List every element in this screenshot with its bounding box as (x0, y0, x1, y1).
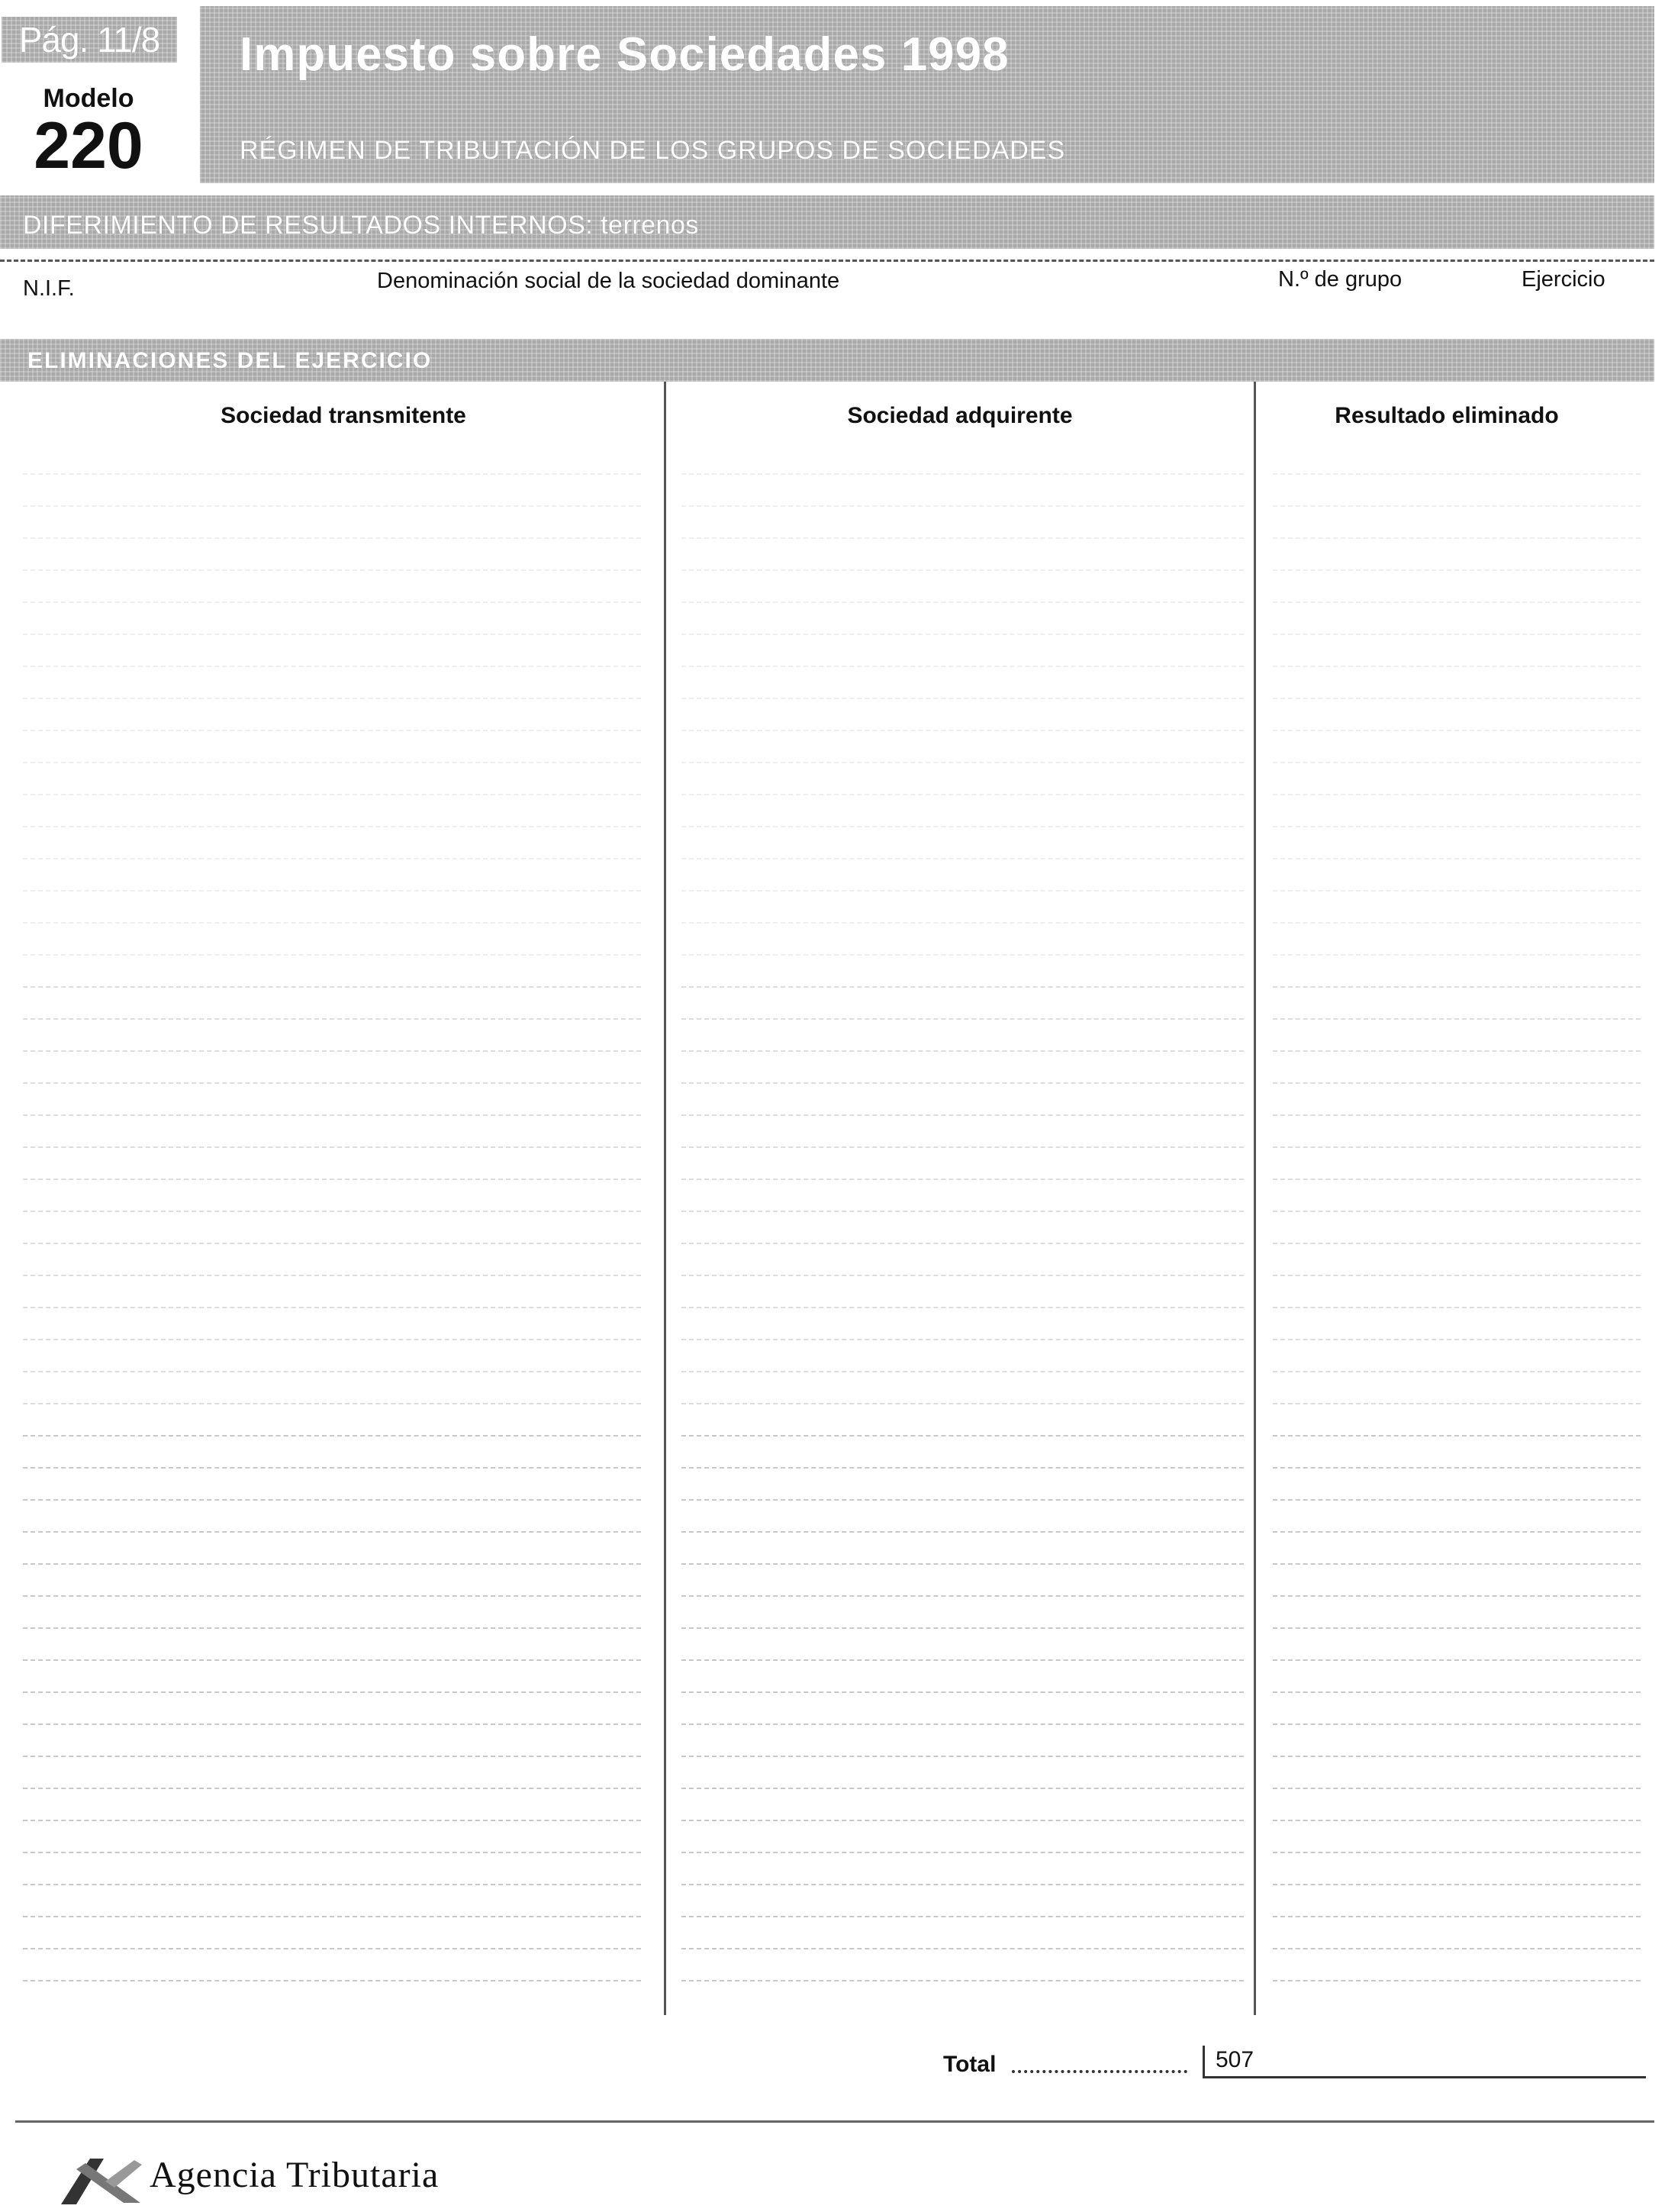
eliminaciones-table (0, 382, 1654, 2015)
entry-row-line[interactable] (681, 1082, 1244, 1084)
entry-row-line[interactable] (1273, 1435, 1641, 1437)
total-box-code: 507 (1216, 2047, 1254, 2072)
entry-row-line[interactable] (23, 1467, 641, 1469)
entry-row-line[interactable] (681, 794, 1244, 795)
entry-row-line[interactable] (1273, 1756, 1641, 1757)
page-indicator-badge (2, 17, 177, 63)
entry-row-line[interactable] (681, 1852, 1244, 1853)
eliminaciones-title: ELIMINACIONES DEL EJERCICIO (27, 348, 433, 373)
column-header-transmitente: Sociedad transmitente (221, 403, 466, 428)
entry-row-line[interactable] (1273, 1371, 1641, 1372)
entry-row-line[interactable] (681, 601, 1244, 603)
entry-row-line[interactable] (23, 730, 641, 731)
total-leader-dots (1012, 2070, 1187, 2073)
entry-row-line[interactable] (23, 1659, 641, 1661)
entry-row-line[interactable] (1273, 601, 1641, 603)
entry-row-line[interactable] (23, 1435, 641, 1437)
entry-row-line[interactable] (23, 1114, 641, 1116)
entry-row-line[interactable] (1273, 1018, 1641, 1020)
column-header-adquirente: Sociedad adquirente (847, 403, 1073, 428)
entry-row-line[interactable] (1273, 1275, 1641, 1276)
entry-row-line[interactable] (23, 1723, 641, 1725)
entry-row-line[interactable] (681, 1243, 1244, 1244)
grupo-label: N.º de grupo (1278, 267, 1403, 292)
entry-row-line[interactable] (681, 569, 1244, 571)
entry-row-line[interactable] (681, 1499, 1244, 1501)
entry-row-line[interactable] (681, 1563, 1244, 1565)
entry-row-line[interactable] (681, 1756, 1244, 1757)
total-label: Total (943, 2052, 997, 2077)
entry-row-line[interactable] (23, 1980, 641, 1981)
entry-row-line[interactable] (23, 698, 641, 699)
entry-row-line[interactable] (1273, 1499, 1641, 1501)
entry-row-line[interactable] (1273, 1916, 1641, 1917)
entry-row-line[interactable] (1273, 1659, 1641, 1661)
entry-row-line[interactable] (23, 1852, 641, 1853)
entry-row-line[interactable] (23, 1146, 641, 1148)
entry-row-line[interactable] (681, 1403, 1244, 1404)
entry-row-line[interactable] (1273, 858, 1641, 859)
entry-row-line[interactable] (23, 1531, 641, 1533)
entry-row-line[interactable] (23, 601, 641, 603)
entry-row-line[interactable] (681, 1788, 1244, 1789)
entry-row-line[interactable] (1273, 730, 1641, 731)
entry-row-line[interactable] (1273, 1563, 1641, 1565)
entry-row-line[interactable] (23, 1948, 641, 1949)
entry-row-line[interactable] (23, 794, 641, 795)
entry-row-line[interactable] (1273, 1211, 1641, 1212)
entry-row-line[interactable] (681, 1884, 1244, 1885)
entry-row-line[interactable] (23, 1788, 641, 1789)
entry-row-line[interactable] (23, 1371, 641, 1372)
entry-row-line[interactable] (1273, 1691, 1641, 1693)
entry-row-line[interactable] (681, 1435, 1244, 1437)
entry-row-line[interactable] (1273, 1948, 1641, 1949)
entry-row-line[interactable] (681, 1146, 1244, 1148)
entry-row-line[interactable] (681, 954, 1244, 956)
entry-row-line[interactable] (23, 1627, 641, 1629)
entry-row-line[interactable] (681, 1691, 1244, 1693)
denominacion-label: Denominación social de la sociedad dominante (377, 269, 840, 293)
entry-row-line[interactable] (681, 1659, 1244, 1661)
entry-row-line[interactable] (1273, 1595, 1641, 1597)
entry-row-line[interactable] (1273, 473, 1641, 475)
entry-row-line[interactable] (23, 1756, 641, 1757)
entry-row-line[interactable] (23, 858, 641, 859)
entry-row-line[interactable] (681, 666, 1244, 667)
entry-row-line[interactable] (23, 1595, 641, 1597)
entry-row-line[interactable] (1273, 1723, 1641, 1725)
entry-row-line[interactable] (23, 1211, 641, 1212)
entry-row-line[interactable] (23, 1563, 641, 1565)
page-number: Pág. 11/8 (18, 20, 160, 60)
entry-row-line[interactable] (1273, 505, 1641, 507)
entry-row-line[interactable] (23, 1179, 641, 1180)
entry-row-line[interactable] (23, 1082, 641, 1084)
entry-row-line[interactable] (681, 1307, 1244, 1308)
entry-row-line[interactable] (681, 537, 1244, 539)
entry-row-line[interactable] (1273, 666, 1641, 667)
entry-row-line[interactable] (681, 1275, 1244, 1276)
entry-row-line[interactable] (23, 826, 641, 827)
entry-row-line[interactable] (681, 1050, 1244, 1052)
ejercicio-label: Ejercicio (1522, 267, 1605, 292)
entry-row-line[interactable] (23, 986, 641, 988)
column-sociedad-adquirente[interactable] (666, 382, 1254, 2015)
entry-row-line[interactable] (681, 1179, 1244, 1180)
agencia-tributaria-logo-icon (60, 2152, 143, 2206)
entry-row-line[interactable] (681, 762, 1244, 763)
entry-row-line[interactable] (23, 1339, 641, 1340)
entry-row-line[interactable] (681, 1018, 1244, 1020)
entry-row-line[interactable] (681, 1531, 1244, 1533)
entry-row-line[interactable] (1273, 986, 1641, 988)
entry-row-line[interactable] (681, 1723, 1244, 1725)
entry-row-line[interactable] (23, 537, 641, 539)
entry-row-line[interactable] (681, 1371, 1244, 1372)
entry-row-line[interactable] (23, 666, 641, 667)
model-label: Modelo (43, 84, 134, 113)
entry-row-line[interactable] (1273, 537, 1641, 539)
entry-row-line[interactable] (681, 730, 1244, 731)
entry-row-line[interactable] (23, 1018, 641, 1020)
entry-row-line[interactable] (1273, 826, 1641, 827)
entry-row-line[interactable] (1273, 1820, 1641, 1821)
entry-row-line[interactable] (23, 922, 641, 924)
entry-row-line[interactable] (23, 1691, 641, 1693)
entry-row-line[interactable] (681, 826, 1244, 827)
entry-row-line[interactable] (1273, 1243, 1641, 1244)
entry-row-line[interactable] (681, 1467, 1244, 1469)
entry-row-line[interactable] (1273, 1788, 1641, 1789)
section-band (0, 195, 1654, 249)
entry-row-line[interactable] (681, 1820, 1244, 1821)
entry-row-line[interactable] (23, 1884, 641, 1885)
entry-row-line[interactable] (681, 1595, 1244, 1597)
entry-row-line[interactable] (681, 1211, 1244, 1212)
section-title: DIFERIMIENTO DE RESULTADOS INTERNOS: terrenos (23, 211, 699, 240)
column-header-resultado: Resultado eliminado (1335, 403, 1559, 428)
entry-row-line[interactable] (681, 1916, 1244, 1917)
entry-row-line[interactable] (1273, 569, 1641, 571)
form-subtitle: RÉGIMEN DE TRIBUTACIÓN DE LOS GRUPOS DE SOCIEDADES (240, 136, 1066, 165)
entry-row-line[interactable] (1273, 1307, 1641, 1308)
entry-row-line[interactable] (681, 1980, 1244, 1981)
entry-row-line[interactable] (23, 1820, 641, 1821)
column-sociedad-transmitente[interactable] (0, 382, 664, 2015)
entry-row-line[interactable] (1273, 954, 1641, 956)
entry-row-line[interactable] (681, 1339, 1244, 1340)
entry-row-line[interactable] (1273, 762, 1641, 763)
entry-row-line[interactable] (1273, 794, 1641, 795)
entry-row-line[interactable] (23, 1403, 641, 1404)
model-number: 220 (34, 109, 143, 182)
entry-row-line[interactable] (681, 922, 1244, 924)
entry-row-line[interactable] (681, 1627, 1244, 1629)
entry-row-line[interactable] (1273, 1179, 1641, 1180)
title-band (200, 6, 1654, 183)
total-field[interactable] (1203, 2046, 1646, 2078)
entry-row-line[interactable] (1273, 1627, 1641, 1629)
entry-row-line[interactable] (1273, 1050, 1641, 1052)
nif-label: N.I.F. (23, 276, 75, 301)
entry-row-line[interactable] (1273, 1339, 1641, 1340)
entry-row-line[interactable] (681, 505, 1244, 507)
entry-row-line[interactable] (1273, 1403, 1641, 1404)
entry-row-line[interactable] (23, 1499, 641, 1501)
entry-row-line[interactable] (23, 1916, 641, 1917)
entry-row-line[interactable] (23, 762, 641, 763)
entry-row-line[interactable] (23, 505, 641, 507)
entry-row-line[interactable] (1273, 1114, 1641, 1116)
entry-row-line[interactable] (23, 1243, 641, 1244)
form-title: Impuesto sobre Sociedades 1998 (240, 28, 1010, 81)
footer-rule (15, 2120, 1654, 2123)
entry-row-line[interactable] (681, 986, 1244, 988)
entry-row-line[interactable] (681, 634, 1244, 635)
entry-row-line[interactable] (23, 569, 641, 571)
entry-row-line[interactable] (23, 890, 641, 892)
entry-row-line[interactable] (23, 1275, 641, 1276)
entry-row-line[interactable] (23, 1050, 641, 1052)
entry-row-line[interactable] (1273, 1884, 1641, 1885)
entry-row-line[interactable] (23, 954, 641, 956)
agency-name: Agencia Tributaria (150, 2155, 440, 2195)
entry-row-line[interactable] (1273, 922, 1641, 924)
entry-row-line[interactable] (681, 698, 1244, 699)
entry-row-line[interactable] (1273, 1082, 1641, 1084)
entry-row-line[interactable] (1273, 1531, 1641, 1533)
eliminaciones-band (0, 339, 1654, 382)
entry-row-line[interactable] (23, 1307, 641, 1308)
entry-row-line[interactable] (681, 1114, 1244, 1116)
entry-row-line[interactable] (1273, 1467, 1641, 1469)
entry-row-line[interactable] (1273, 1146, 1641, 1148)
entry-row-line[interactable] (1273, 890, 1641, 892)
entry-row-line[interactable] (1273, 1980, 1641, 1981)
entry-row-line[interactable] (681, 1948, 1244, 1949)
entry-row-line[interactable] (681, 890, 1244, 892)
entry-row-line[interactable] (1273, 634, 1641, 635)
entry-row-line[interactable] (681, 473, 1244, 475)
entry-row-line[interactable] (23, 634, 641, 635)
entry-row-line[interactable] (681, 858, 1244, 859)
entry-row-line[interactable] (23, 473, 641, 475)
column-resultado-eliminado[interactable] (1256, 382, 1654, 2015)
entry-row-line[interactable] (1273, 698, 1641, 699)
entry-row-line[interactable] (1273, 1852, 1641, 1853)
identification-rule (0, 260, 1654, 262)
